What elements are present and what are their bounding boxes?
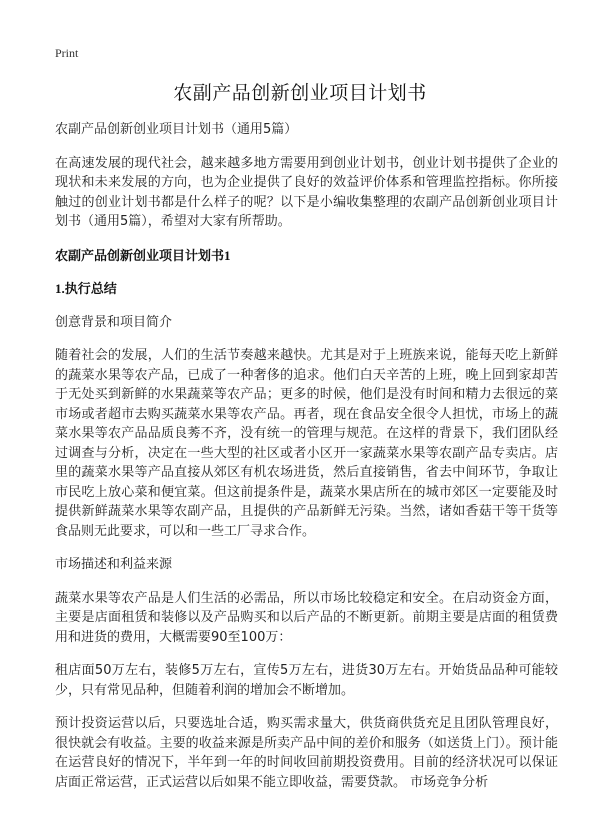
market-paragraph-2: 租店面50万左右，装修5万左右，宣传5万左右，进货30万左右。开始货品品种可能较少，只有常见品种，但随着利润的增加会不断增加。 (55, 663, 558, 698)
intro-paragraph: 在高速发展的现代社会，越来越多地方需要用到创业计划书，创业计划书提供了企业的现状和未来发展的方向，也为企业提供了良好的效益评价体系和管理监控指标。你所接触过的创业计划书都是什么样子的呢？以下是小编收集整理的农副产品创新创业项目计划书（通用5篇），希望对大家有所帮助。 (55, 155, 558, 229)
subsection-heading: 1.执行总结 (55, 281, 117, 296)
document-body (55, 120, 558, 806)
market-paragraph-1: 蔬菜水果等农产品是人们生活的必需品，所以市场比较稳定和安全。在启动资金方面，主要是店面租赁和装修以及产品购买和以后产品的不断更新。前期主要是店面的租赁费用和进货的费用，大概需要90至100万： (55, 590, 558, 645)
background-paragraph: 随着社会的发展，人们的生活节奏越来越快。尤其是对于上班族来说，能每天吃上新鲜的蔬菜水果等农产品，已成了一种奢侈的追求。他们白天辛苦的上班，晚上回到家却苦于无处买到新鲜的水果蔬菜等农产品；更多的时候，他们是没有时间和精力去很远的菜市场或者超市去购买蔬菜水果等农产品。再者，现在食品安全很令人担忧，市场上的蔬菜水果等农产品品质良莠不齐，没有统一的管理与规范。在这样的背景下，我们团队经过调查与分析，决定在一些大型的社区或者小区开一家蔬菜水果等农副产品专卖店。店里的蔬菜水果等产品直接从郊区有机农场进货，然后直接销售，省去中间环节，争取让市民吃上放心菜和便宜菜。但这前提条件是，蔬菜水果店所在的城市郊区一定要能及时提供新鲜蔬菜水果等农副产品，且提供的产品新鲜无污染。当然，诸如香菇干等干货等食品则无此要求，可以和一些工厂寻求合作。 (55, 348, 558, 539)
background-label: 创意背景和项目简介 (55, 314, 173, 330)
page-title: 农副产品创新创业项目计划书 (173, 82, 427, 104)
document-subtitle: 农副产品创新创业项目计划书（通用5篇） (55, 122, 298, 137)
print-link[interactable]: Print (55, 46, 79, 60)
market-label: 市场描述和利益来源 (55, 557, 173, 572)
section-heading: 农副产品创新创业项目计划书1 (55, 247, 231, 263)
market-paragraph-3: 预计投资运营以后，只要选址合适，购买需求量大，供货商供货充足且团队管理良好，很快就会有收益。主要的收益来源是所卖产品中间的差价和服务（如送货上门）。预计能在运营良好的情况下，半年到一年的时间收回前期投资费用。目前的经济状况可以保证店面正常运营，正式运营以后如果不能立即收益，需要贷款。 市场竞争分析 (55, 716, 558, 790)
